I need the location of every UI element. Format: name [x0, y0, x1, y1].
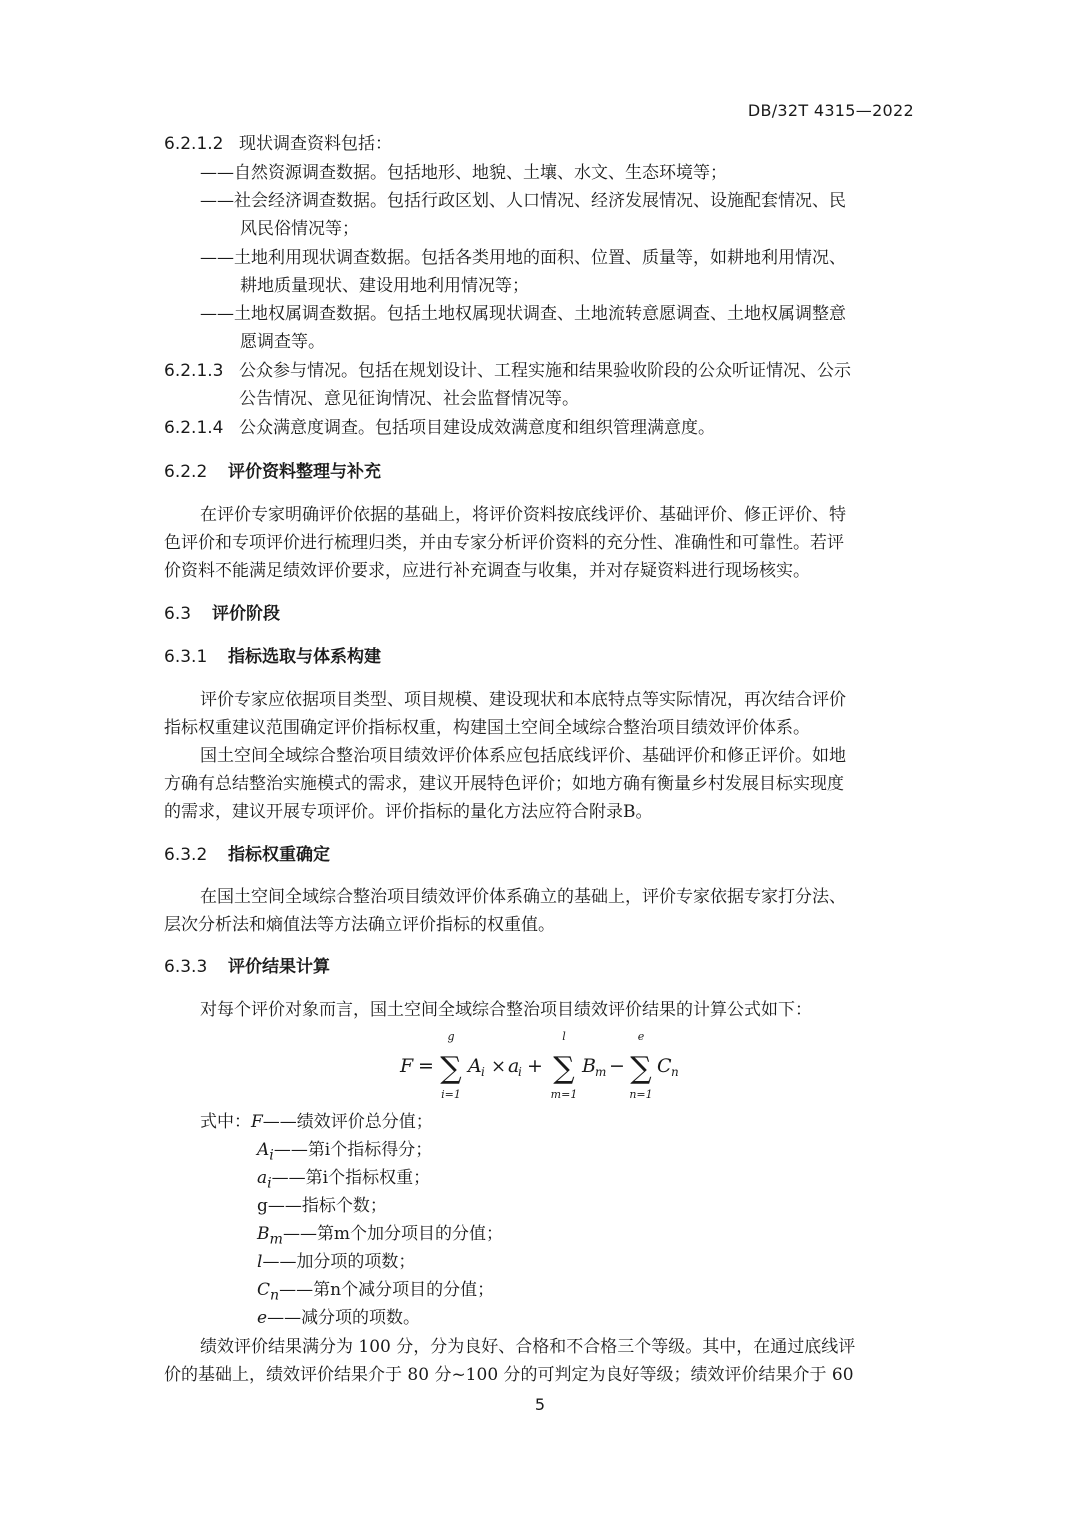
paragraph-line: 对每个评价对象而言，国土空间全域综合整治项目绩效评价结果的计算公式如下：: [200, 1000, 812, 1020]
sum3-lower: n=1: [629, 1088, 653, 1101]
list-item-cont: 耕地质量现状、建设用地利用情况等；: [240, 276, 529, 296]
def-text: ——指标个数；: [267, 1196, 387, 1216]
def-text: ——第m个加分项目的分值；: [282, 1224, 504, 1244]
section-heading-6-2-2: [164, 460, 381, 484]
def-text: ——第n个减分项目的分值；: [279, 1280, 495, 1300]
def-symbol: l: [257, 1252, 263, 1272]
sum3-upper: e: [637, 1030, 645, 1043]
list-item-cont: 愿调查等。: [240, 332, 325, 352]
sum1-lower: i=1: [441, 1088, 461, 1101]
formula-lhs: F: [400, 1055, 414, 1077]
def-symbol: e: [257, 1308, 268, 1328]
list-item: ——土地权属调查数据。包括土地权属现状调查、土地流转意愿调查、土地权属调整意: [200, 304, 846, 324]
section-number: 6.2.2: [164, 462, 208, 482]
list-item: ——土地利用现状调查数据。包括各类用地的面积、位置、质量等，如耕地利用情况、: [200, 248, 846, 268]
clause-text: 现状调查资料包括：: [239, 134, 392, 154]
def-symbol: a: [257, 1168, 268, 1188]
paragraph-line: 的需求，建议开展专项评价。评价指标的量化方法应符合附录B。: [164, 802, 653, 822]
clause-text: 公众参与情况。包括在规划设计、工程实施和结果验收阶段的公众听证情况、公示: [239, 361, 851, 381]
term-a-cap: A: [468, 1055, 482, 1077]
section-title: 评价结果计算: [228, 957, 330, 977]
def-subscript: i: [267, 1175, 272, 1192]
list-item: ——社会经济调查数据。包括行政区划、人口情况、经济发展情况、设施配套情况、民: [200, 191, 846, 211]
paragraph-line: 在国土空间全域综合整治项目绩效评价体系确立的基础上，评价专家依据专家打分法、: [200, 887, 846, 907]
paragraph-line: 价资料不能满足绩效评价要求，应进行补充调查与收集，并对存疑资料进行现场核实。: [164, 561, 810, 581]
section-title: 指标选取与体系构建: [228, 647, 381, 667]
sum2-lower: m=1: [550, 1088, 578, 1101]
def-line: [257, 1194, 387, 1218]
section-number: 6.3.2: [164, 845, 208, 865]
def-symbol: g: [257, 1196, 268, 1216]
term-c: C: [657, 1055, 672, 1077]
clause-number: 6.2.1.2: [164, 134, 224, 154]
formula-minus: −: [609, 1055, 625, 1077]
section-number: 6.3.1: [164, 647, 208, 667]
list-item: ——自然资源调查数据。包括地形、地貌、土壤、水文、生态环境等；: [200, 163, 727, 183]
def-subscript: i: [269, 1147, 274, 1164]
section-title: 指标权重确定: [228, 845, 330, 865]
def-text: ——加分项的项数；: [262, 1252, 416, 1272]
def-symbol: F: [251, 1112, 263, 1132]
term-b: B: [582, 1055, 596, 1077]
section-heading-6-3: [164, 602, 280, 626]
paragraph-line: 在评价专家明确评价依据的基础上，将评价资料按底线评价、基础评价、修正评价、特: [200, 505, 846, 525]
def-line: [257, 1138, 432, 1167]
clause-text: 公众满意度调查。包括项目建设成效满意度和组织管理满意度。: [239, 418, 715, 438]
formula-times: ×: [491, 1056, 507, 1077]
def-line: [257, 1222, 503, 1251]
term-c-sub: n: [671, 1065, 679, 1079]
page-number: 5: [534, 1395, 546, 1414]
def-line: [257, 1250, 415, 1274]
def-text: ——第i个指标权重；: [271, 1168, 431, 1188]
where-label: 式中：: [200, 1112, 251, 1132]
where-line: [200, 1110, 433, 1134]
paragraph-line: 方确有总结整治实施模式的需求，建议开展特色评价；如地方确有衡量乡村发展目标实现度: [164, 774, 844, 794]
clause-number: 6.2.1.3: [164, 361, 224, 381]
paragraph-line: 色评价和专项评价进行梳理归类，并由专家分析评价资料的充分性、准确性和可靠性。若评: [164, 533, 844, 553]
def-symbol: B: [257, 1224, 270, 1244]
section-heading-6-3-2: [164, 843, 330, 867]
paragraph-line: 指标权重建议范围确定评价指标权重，构建国土空间全域综合整治项目绩效评价体系。: [164, 718, 810, 738]
def-line: [257, 1166, 430, 1195]
sum2-upper: l: [562, 1030, 566, 1043]
clause-6-2-1-2: [164, 132, 392, 156]
clause-6-2-1-3: [164, 359, 851, 383]
def-line: [257, 1278, 494, 1307]
paragraph-line: 绩效评价结果满分为 100 分，分为良好、合格和不合格三个等级。其中，在通过底线评: [200, 1337, 856, 1357]
section-title: 评价阶段: [212, 604, 280, 624]
def-subscript: n: [270, 1287, 280, 1304]
term-b-sub: m: [595, 1065, 607, 1079]
def-text: ——第i个指标得分；: [273, 1140, 433, 1160]
term-a-sub: i: [518, 1065, 522, 1079]
formula-plus: +: [527, 1055, 543, 1077]
term-a-cap-sub: i: [481, 1065, 485, 1079]
def-subscript: m: [269, 1231, 283, 1248]
def-symbol: C: [257, 1280, 271, 1300]
def-line: [257, 1306, 420, 1330]
clause-6-2-1-4: [164, 416, 715, 440]
paragraph-line: 价的基础上，绩效评价结果介于 80 分~100 分的可判定为良好等级；绩效评价结果介于 60: [164, 1365, 854, 1385]
term-a: a: [508, 1055, 520, 1077]
paragraph-line: 评价专家应依据项目类型、项目规模、建设现状和本底特点等实际情况，再次结合评价: [200, 690, 846, 710]
section-number: 6.3: [164, 604, 192, 624]
clause-number: 6.2.1.4: [164, 418, 224, 438]
sum2-sign: ∑: [553, 1051, 575, 1086]
section-heading-6-3-3: [164, 955, 330, 979]
formula-eq: =: [418, 1055, 434, 1077]
section-heading-6-3-1: [164, 645, 381, 669]
sum3-sign: ∑: [630, 1051, 652, 1086]
sum1-upper: g: [447, 1030, 455, 1043]
paragraph-line: 层次分析法和熵值法等方法确立评价指标的权重值。: [164, 915, 555, 935]
paragraph-line: 国土空间全域综合整治项目绩效评价体系应包括底线评价、基础评价和修正评价。如地: [200, 746, 846, 766]
section-title: 评价资料整理与补充: [228, 462, 381, 482]
document-code: DB/32T 4315—2022: [747, 101, 914, 120]
def-symbol: A: [257, 1140, 270, 1160]
sum1-sign: ∑: [440, 1051, 462, 1086]
score-formula: [398, 1030, 698, 1102]
def-text: ——减分项的项数。: [267, 1308, 421, 1328]
list-item-cont: 风民俗情况等；: [240, 219, 359, 239]
section-number: 6.3.3: [164, 957, 208, 977]
clause-text-cont: 公告情况、意见征询情况、社会监督情况等。: [239, 389, 579, 409]
def-text: ——绩效评价总分值；: [262, 1112, 433, 1132]
